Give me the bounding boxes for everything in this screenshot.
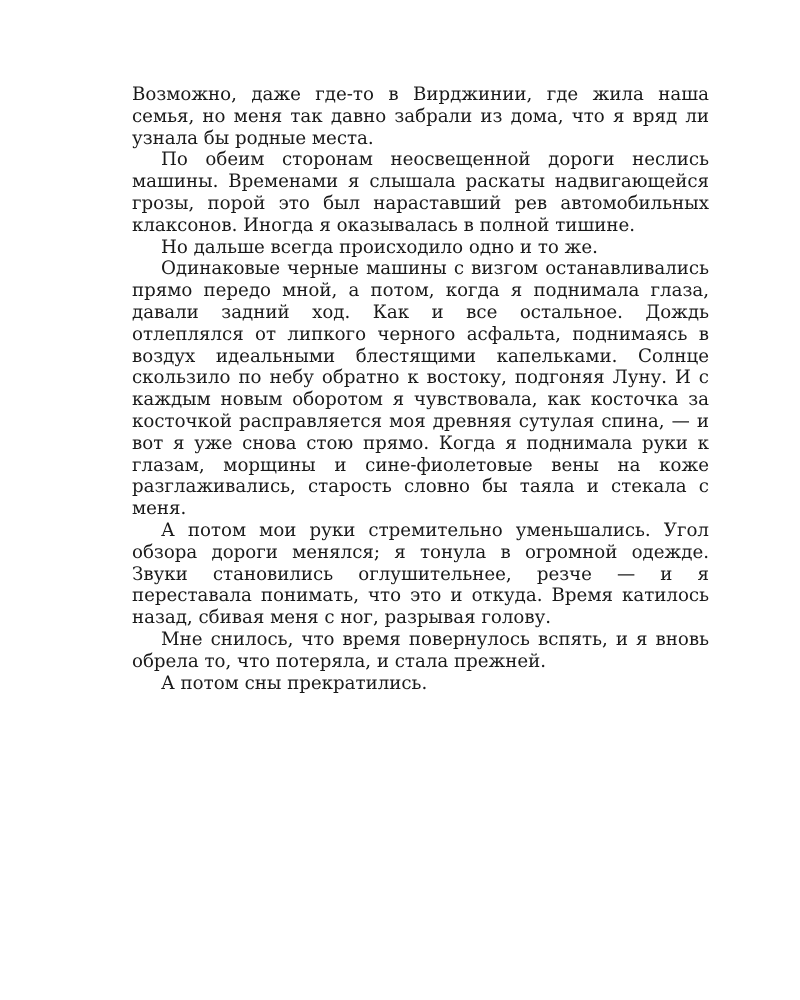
paragraph: А потом сны прекратились. (161, 672, 428, 694)
paragraph: Мне снилось, что время повернулось вспять, и я вновь обрела то, что потеряла, и стала прежней. (132, 628, 709, 672)
paragraph: Но дальше всегда происходило одно и то же. (161, 236, 598, 258)
book-page-text (132, 84, 709, 694)
paragraph: Одинаковые черные машины с визгом останавливались прямо передо мной, а потом, когда я поднимала глаза, давали задний ход. Как и все остальное. Дождь отлеплялся от липкого черного асфальта, поднимаясь в воздух идеальными блестящими капельками. Солнце скользило по небу обратно к востоку, подгоняя Луну. И с каждым новым оборотом я чувствовала, как косточка за косточкой расправляется моя древняя сутулая спина, — и вот я уже снова стою прямо. Когда я поднимала руки к глазам, морщины и сине-фиолетовые вены на коже разглаживались, старость словно бы таяла и стекала с меня. (132, 258, 709, 520)
paragraph: По обеим сторонам неосвещенной дороги неслись машины. Временами я слышала раскаты надвигающейся грозы, порой это был нараставший рев автомобильных клаксонов. Иногда я оказывалась в полной тишине. (132, 149, 709, 236)
paragraph: А потом мои руки стремительно уменьшались. Угол обзора дороги менялся; я тонула в огромной одежде. Звуки становились оглушительнее, резче — и я переставала понимать, что это и откуда. Время катилось назад, сбивая меня с ног, разрывая голову. (132, 519, 709, 629)
paragraph-continuation: Возможно, даже где-то в Вирджинии, где жила наша семья, но меня так давно забрали из дома, что я вряд ли узнала бы родные места. (132, 84, 709, 149)
